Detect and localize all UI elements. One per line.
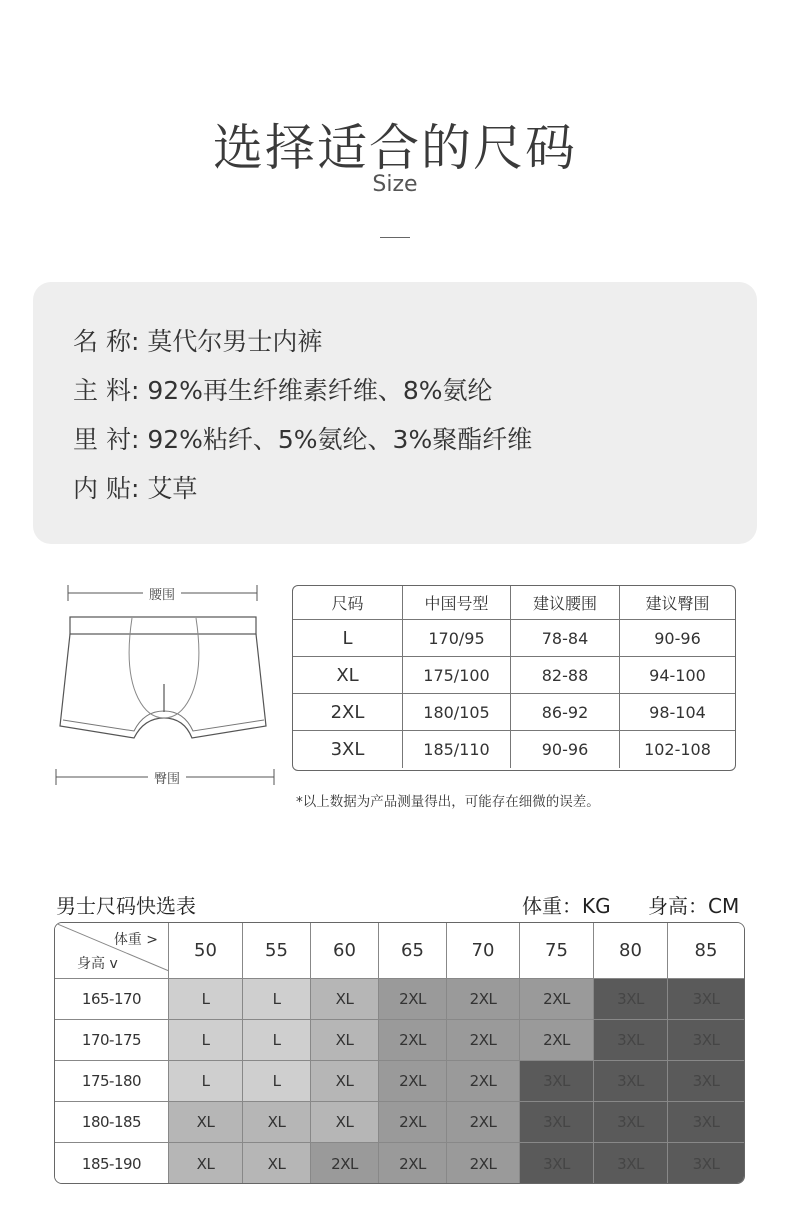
- table-row: [293, 620, 735, 657]
- header-cn-size: 中国号型: [403, 586, 511, 619]
- size-cell: XL: [243, 1143, 311, 1184]
- table-row: [55, 979, 744, 1020]
- table-cell: 3XL: [293, 731, 403, 768]
- table-cell: XL: [293, 657, 403, 693]
- underwear-measure-diagram: [52, 580, 282, 795]
- table-cell: 90-96: [654, 628, 701, 648]
- size-cell: XL: [311, 1020, 379, 1060]
- header-waist: 建议腰围: [511, 586, 620, 619]
- table-cell: 82-88: [511, 657, 620, 693]
- underwear-outline-icon: [52, 580, 282, 795]
- weight-header-cell: 65: [379, 923, 447, 978]
- size-cell: L: [169, 979, 243, 1019]
- weight-header-cell: 55: [243, 923, 311, 978]
- size-cell: 2XL: [379, 1143, 447, 1184]
- table-cell: 86-92: [511, 694, 620, 730]
- info-value: 92%粘纤、5%氨纶、3%聚酯纤维: [139, 425, 533, 454]
- info-line-name: [73, 322, 757, 371]
- table-cell: 98-104: [649, 702, 706, 722]
- table-cell: 170/95: [403, 620, 511, 656]
- page-title: 选择适合的尺码: [213, 119, 577, 177]
- size-cell: 2XL: [311, 1143, 379, 1184]
- size-cell: 3XL: [668, 979, 744, 1019]
- size-cell: 2XL: [447, 1143, 520, 1184]
- table-cell: 90-96: [511, 731, 620, 768]
- size-chart-table: [292, 585, 736, 771]
- size-cell: 3XL: [668, 1020, 744, 1060]
- quick-select-title: 男士尺码快选表: [56, 894, 196, 918]
- height-range-cell: 175-180: [55, 1061, 169, 1101]
- size-cell: 3XL: [668, 1061, 744, 1101]
- table-cell: 102-108: [644, 740, 711, 759]
- table-row: [55, 1061, 744, 1102]
- corner-weight-label: 体重 >: [113, 932, 158, 948]
- table-cell: 175/100: [403, 657, 511, 693]
- info-value: 艾草: [139, 474, 198, 503]
- info-line-lining: [73, 420, 757, 469]
- height-range-cell: 170-175: [55, 1020, 169, 1060]
- size-cell: 3XL: [594, 1020, 668, 1060]
- table-cell: 185/110: [403, 731, 511, 768]
- corner-cell: [55, 923, 169, 978]
- table-row: [293, 694, 735, 731]
- size-cell: 3XL: [594, 1102, 668, 1142]
- info-value: 92%再生纤维素纤维、8%氨纶: [139, 376, 493, 405]
- size-cell: 2XL: [447, 1102, 520, 1142]
- weight-header-cell: 85: [668, 923, 744, 978]
- size-cell: 3XL: [668, 1102, 744, 1142]
- size-cell: 3XL: [520, 1061, 594, 1101]
- size-cell: XL: [169, 1143, 243, 1184]
- height-range-cell: 185-190: [55, 1143, 169, 1184]
- table-row: [55, 1102, 744, 1143]
- size-cell: 2XL: [379, 979, 447, 1019]
- measurement-note: *以上数据为产品测量得出，可能存在细微的误差。: [296, 794, 600, 810]
- info-key: 名 称:: [73, 327, 140, 356]
- table-cell: 94-100: [649, 665, 706, 685]
- table-cell: 180/105: [403, 694, 511, 730]
- size-cell: L: [243, 979, 311, 1019]
- size-cell: 3XL: [594, 1061, 668, 1101]
- size-cell: 3XL: [520, 1102, 594, 1142]
- weight-header-cell: 70: [447, 923, 520, 978]
- size-cell: 2XL: [520, 1020, 594, 1060]
- weight-header-cell: 60: [311, 923, 379, 978]
- quick-select-table: [54, 922, 745, 1184]
- info-line-insert: [73, 469, 757, 518]
- info-line-main-material: [73, 371, 757, 420]
- size-cell: XL: [311, 1061, 379, 1101]
- hip-label: 臀围: [148, 768, 186, 787]
- height-range-cell: 165-170: [55, 979, 169, 1019]
- table-row: [55, 1143, 744, 1184]
- size-cell: L: [243, 1020, 311, 1060]
- size-cell: 2XL: [379, 1061, 447, 1101]
- size-cell: 2XL: [447, 979, 520, 1019]
- weight-header-cell: 50: [169, 923, 243, 978]
- title-divider: [380, 237, 410, 238]
- product-info-panel: [33, 282, 757, 544]
- table-row: [293, 657, 735, 694]
- size-cell: 3XL: [594, 979, 668, 1019]
- info-key: 内 贴:: [73, 474, 140, 503]
- height-unit-label: 身高：CM: [648, 894, 740, 918]
- size-cell: 2XL: [520, 979, 594, 1019]
- table-header-row: [293, 586, 735, 620]
- size-cell: 2XL: [379, 1102, 447, 1142]
- table-cell: 2XL: [293, 694, 403, 730]
- weight-unit-label: 体重：KG: [522, 894, 611, 918]
- table-cell: L: [293, 620, 403, 656]
- size-cell: XL: [311, 1102, 379, 1142]
- info-key: 主 料:: [73, 376, 140, 405]
- size-cell: 2XL: [447, 1020, 520, 1060]
- size-cell: XL: [243, 1102, 311, 1142]
- height-range-cell: 180-185: [55, 1102, 169, 1142]
- size-cell: XL: [311, 979, 379, 1019]
- waist-label: 腰围: [143, 584, 181, 603]
- size-cell: L: [169, 1020, 243, 1060]
- info-key: 里 衬:: [73, 425, 140, 454]
- size-cell: 2XL: [447, 1061, 520, 1101]
- weight-header-cell: 80: [594, 923, 668, 978]
- size-cell: 3XL: [668, 1143, 744, 1184]
- header-hip: 建议臀围: [645, 594, 710, 613]
- weight-header-row: [55, 923, 744, 979]
- size-cell: 2XL: [379, 1020, 447, 1060]
- size-cell: XL: [169, 1102, 243, 1142]
- table-row: [293, 731, 735, 768]
- page-subtitle: Size: [372, 172, 418, 197]
- size-cell: L: [169, 1061, 243, 1101]
- table-row: [55, 1020, 744, 1061]
- weight-header-cell: 75: [520, 923, 594, 978]
- table-cell: 78-84: [511, 620, 620, 656]
- size-cell: 3XL: [594, 1143, 668, 1184]
- info-value: 莫代尔男士内裤: [139, 327, 323, 356]
- header-size: 尺码: [293, 586, 403, 619]
- size-cell: L: [243, 1061, 311, 1101]
- size-cell: 3XL: [520, 1143, 594, 1184]
- corner-height-label: 身高 v: [77, 956, 118, 972]
